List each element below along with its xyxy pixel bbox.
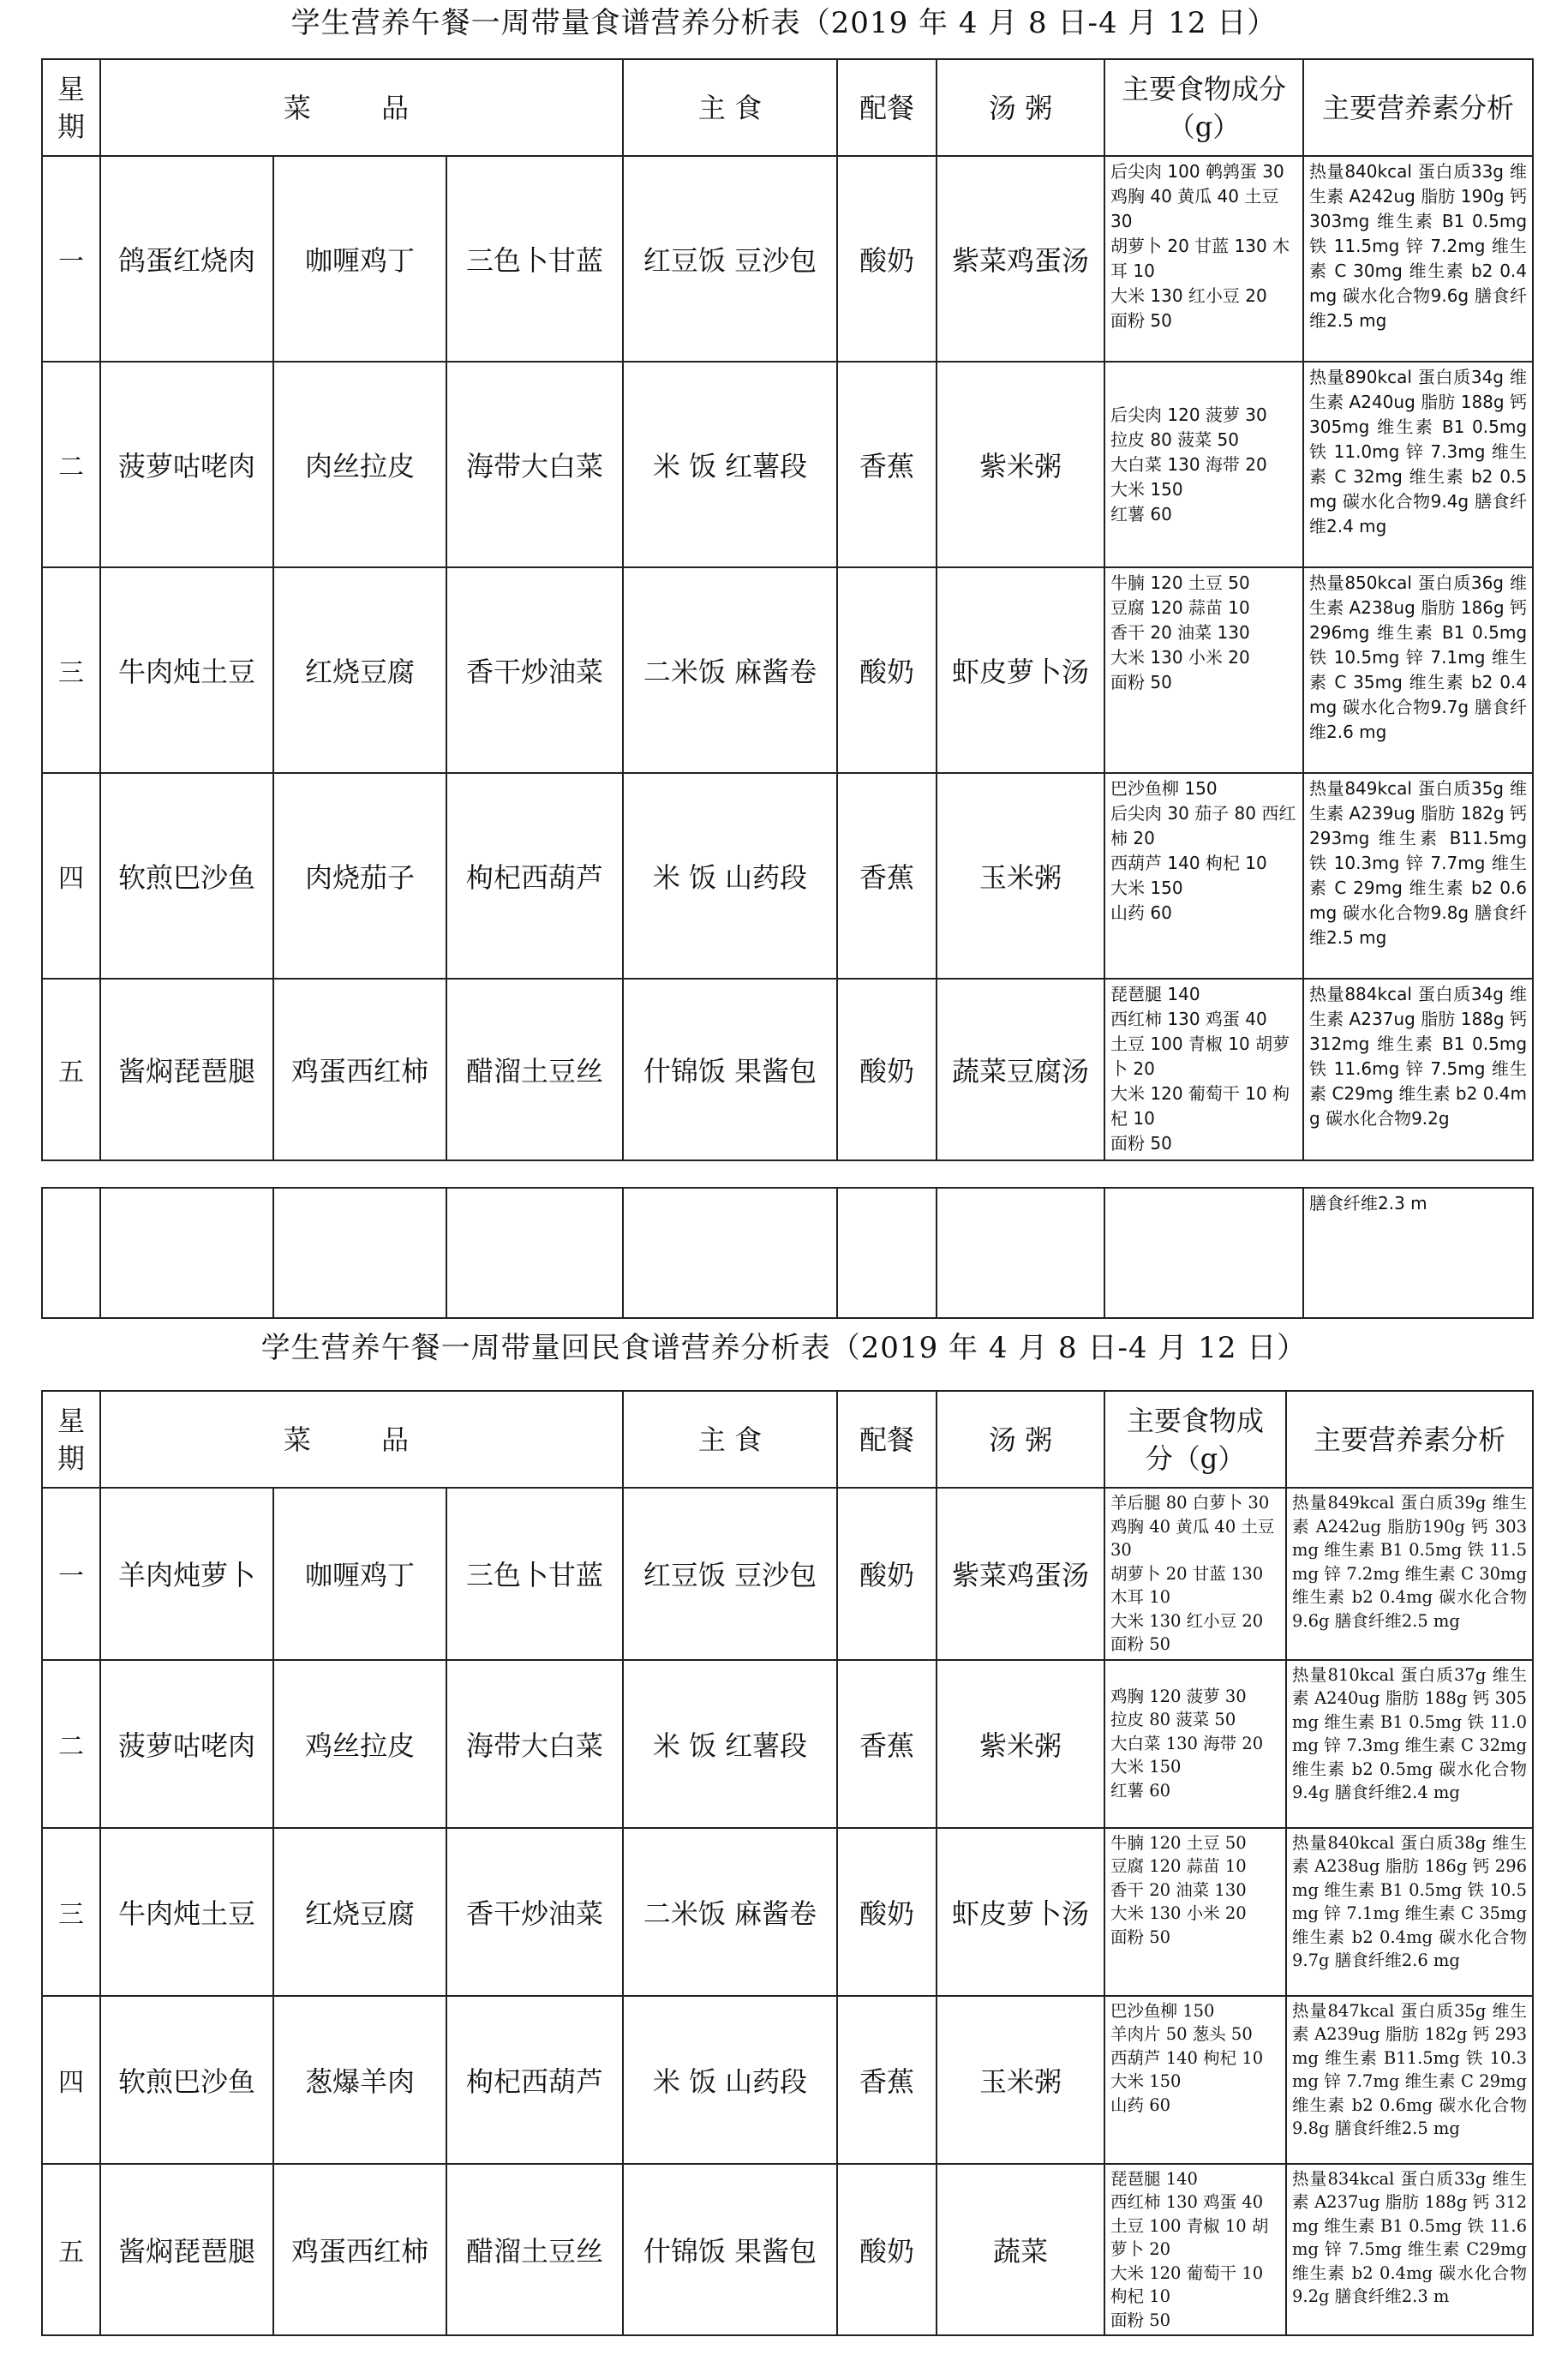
side-cell: 酸奶 [837,156,937,362]
dish-cell: 肉丝拉皮 [273,362,446,567]
nutrition-cell: 热量840kcal 蛋白质38g 维生素 A238ug 脂肪 186g 钙 296mg 维生素 B1 0.5mg 铁 10.5mg 锌 7.1mg 维生素 C 35mg 维生素 b2 0.4mg 碳水化合物9.7g 膳食纤维2.6 mg [1286,1828,1533,1996]
ingredients-cell: 牛腩 120 土豆 50 豆腐 120 蒜苗 10 香干 20 油菜 130 大米 130 小米 20 面粉 50 [1104,567,1303,773]
dish-cell: 香干炒油菜 [446,567,623,773]
ingredients-cell: 琵琶腿 140 西红柿 130 鸡蛋 40 土豆 100 青椒 10 胡萝卜 20 大米 120 葡萄干 10 枸杞 10 面粉 50 [1104,2164,1286,2336]
dish-cell: 肉烧茄子 [273,773,446,979]
nutrition-cell: 热量884kcal 蛋白质34g 维生素 A237ug 脂肪 188g 钙 312mg 维生素 B1 0.5mg 铁 11.6mg 锌 7.5mg 维生素 C29mg 维生素 b2 0.4mg 碳水化合物9.2g [1303,979,1533,1160]
day-cell: 五 [42,979,100,1160]
dish-cell: 香干炒油菜 [446,1828,623,1996]
soup-cell: 紫菜鸡蛋汤 [937,156,1104,362]
nutrition-cell: 热量849kcal 蛋白质39g 维生素 A242ug 脂肪190g 钙 303mg 维生素 B1 0.5mg 铁 11.5mg 锌 7.2mg 维生素 C 30mg 维生素 b2 0.4mg 碳水化合物9.6g 膳食纤维2.5 mg [1286,1488,1533,1660]
side-cell: 香蕉 [837,1660,937,1828]
empty-cell [273,1188,446,1318]
header-day: 星 期 [42,1391,100,1488]
soup-cell: 玉米粥 [937,773,1104,979]
dish-cell: 咖喱鸡丁 [273,156,446,362]
nutrition-cell: 热量834kcal 蛋白质33g 维生素 A237ug 脂肪 188g 钙 312mg 维生素 B1 0.5mg 铁 11.6mg 锌 7.5mg 维生素 C29mg 维生素 b2 0.4mg 碳水化合物9.2g 膳食纤维2.3 m [1286,2164,1533,2336]
header-side: 配餐 [837,1391,937,1488]
dish-cell: 鸡丝拉皮 [273,1660,446,1828]
staple-cell: 米 饭 红薯段 [623,362,837,567]
side-cell: 酸奶 [837,567,937,773]
header-staple: 主 食 [623,1391,837,1488]
dish-cell: 酱焖琵琶腿 [100,979,273,1160]
table-row [42,567,1533,773]
table-row [42,1996,1533,2164]
empty-cell [1104,1188,1303,1318]
dish-cell: 软煎巴沙鱼 [100,1996,273,2164]
ingredients-cell: 后尖肉 100 鹌鹑蛋 30 鸡胸 40 黄瓜 40 土豆 30 胡萝卜 20 甘蓝 130 木耳 10 大米 130 红小豆 20 面粉 50 [1104,156,1303,362]
staple-cell: 米 饭 山药段 [623,1996,837,2164]
day-cell: 一 [42,1488,100,1660]
table-row [42,1188,1533,1318]
empty-cell [446,1188,623,1318]
ingredients-cell: 琵琶腿 140 西红柿 130 鸡蛋 40 土豆 100 青椒 10 胡萝卜 20 大米 120 葡萄干 10 枸杞 10 面粉 50 [1104,979,1303,1160]
table-row [42,773,1533,979]
day-cell: 一 [42,156,100,362]
side-cell: 香蕉 [837,1996,937,2164]
ingredients-cell: 巴沙鱼柳 150 羊肉片 50 葱头 50 西葫芦 140 枸杞 10 大米 150 山药 60 [1104,1996,1286,2164]
dish-cell: 鸡蛋西红柿 [273,979,446,1160]
dish-cell: 醋溜土豆丝 [446,2164,623,2336]
day-cell: 四 [42,773,100,979]
soup-cell: 蔬菜 [937,2164,1104,2336]
table1-title: 学生营养午餐一周带量食谱营养分析表（2019 年 4 月 8 日-4 月 12 日） [290,6,1278,40]
dish-cell: 菠萝咕咾肉 [100,1660,273,1828]
menu-table-standard [41,58,1534,1161]
table-row [42,1828,1533,1996]
dish-cell: 软煎巴沙鱼 [100,773,273,979]
table-row [42,362,1533,567]
side-cell: 酸奶 [837,1828,937,1996]
soup-cell: 虾皮萝卜汤 [937,567,1104,773]
empty-cell [100,1188,273,1318]
side-cell: 香蕉 [837,362,937,567]
staple-cell: 二米饭 麻酱卷 [623,1828,837,1996]
staple-cell: 什锦饭 果酱包 [623,979,837,1160]
dish-cell: 菠萝咕咾肉 [100,362,273,567]
nutrition-cell: 热量890kcal 蛋白质34g 维生素 A240ug 脂肪 188g 钙 305mg 维生素 B1 0.5mg 铁 11.0mg 锌 7.3mg 维生素 C 32mg 维生素 b2 0.5mg 碳水化合物9.4g 膳食纤维2.4 mg [1303,362,1533,567]
ingredients-cell: 牛腩 120 土豆 50 豆腐 120 蒜苗 10 香干 20 油菜 130 大米 130 小米 20 面粉 50 [1104,1828,1286,1996]
empty-cell [837,1188,937,1318]
day-cell: 四 [42,1996,100,2164]
dish-cell: 海带大白菜 [446,362,623,567]
dish-cell: 醋溜土豆丝 [446,979,623,1160]
dish-cell: 羊肉炖萝卜 [100,1488,273,1660]
header-soup: 汤 粥 [937,1391,1104,1488]
side-cell: 酸奶 [837,979,937,1160]
soup-cell: 紫米粥 [937,362,1104,567]
day-cell: 三 [42,1828,100,1996]
nutrition-cell: 热量850kcal 蛋白质36g 维生素 A238ug 脂肪 186g 钙 296mg 维生素 B1 0.5mg 铁 10.5mg 锌 7.1mg 维生素 C 35mg 维生素 b2 0.4mg 碳水化合物9.7g 膳食纤维2.6 mg [1303,567,1533,773]
dish-cell: 鸡蛋西红柿 [273,2164,446,2336]
dish-cell: 葱爆羊肉 [273,1996,446,2164]
table-header-row [42,1391,1533,1488]
empty-cell [42,1188,100,1318]
header-nutrition: 主要营养素分析 [1303,59,1533,156]
dish-cell: 枸杞西葫芦 [446,1996,623,2164]
side-cell: 酸奶 [837,2164,937,2336]
header-nutrition: 主要营养素分析 [1286,1391,1533,1488]
nutrition-cell: 热量847kcal 蛋白质35g 维生素 A239ug 脂肪 182g 钙 293mg 维生素 B11.5mg 铁 10.3mg 锌 7.7mg 维生素 C 29mg 维生素 b2 0.6mg 碳水化合物9.8g 膳食纤维2.5 mg [1286,1996,1533,2164]
day-cell: 三 [42,567,100,773]
nutrition-cell: 热量849kcal 蛋白质35g 维生素 A239ug 脂肪 182g 钙 293mg 维生素 B11.5mg 铁 10.3mg 锌 7.7mg 维生素 C 29mg 维生素 b2 0.6mg 碳水化合物9.8g 膳食纤维2.5 mg [1303,773,1533,979]
header-ingredients: 主要食物成 分（g） [1104,1391,1286,1488]
soup-cell: 蔬菜豆腐汤 [937,979,1104,1160]
ingredients-cell: 鸡胸 120 菠萝 30 拉皮 80 菠菜 50 大白菜 130 海带 20 大米 150 红薯 60 [1104,1660,1286,1828]
dish-cell: 三色卜甘蓝 [446,1488,623,1660]
nutrition-cell: 热量840kcal 蛋白质33g 维生素 A242ug 脂肪 190g 钙 303mg 维生素 B1 0.5mg 铁 11.5mg 锌 7.2mg 维生素 C 30mg 维生素 b2 0.4mg 碳水化合物9.6g 膳食纤维2.5 mg [1303,156,1533,362]
soup-cell: 虾皮萝卜汤 [937,1828,1104,1996]
dish-cell: 红烧豆腐 [273,567,446,773]
dish-cell: 牛肉炖土豆 [100,1828,273,1996]
staple-cell: 红豆饭 豆沙包 [623,156,837,362]
staple-cell: 二米饭 麻酱卷 [623,567,837,773]
header-dishes: 菜 品 [100,1391,623,1488]
menu-table-continuation [41,1187,1534,1319]
table-header-row [42,59,1533,156]
staple-cell: 米 饭 红薯段 [623,1660,837,1828]
day-cell: 二 [42,1660,100,1828]
staple-cell: 米 饭 山药段 [623,773,837,979]
table-row [42,1660,1533,1828]
table-row [42,156,1533,362]
side-cell: 酸奶 [837,1488,937,1660]
staple-cell: 红豆饭 豆沙包 [623,1488,837,1660]
staple-cell: 什锦饭 果酱包 [623,2164,837,2336]
dish-cell: 海带大白菜 [446,1660,623,1828]
table2-title: 学生营养午餐一周带量回民食谱营养分析表（2019 年 4 月 8 日-4 月 12 日） [260,1331,1308,1365]
header-staple: 主 食 [623,59,837,156]
ingredients-cell: 后尖肉 120 菠萝 30 拉皮 80 菠菜 50 大白菜 130 海带 20 大米 150 红薯 60 [1104,362,1303,567]
ingredients-cell: 巴沙鱼柳 150 后尖肉 30 茄子 80 西红柿 20 西葫芦 140 枸杞 10 大米 150 山药 60 [1104,773,1303,979]
table-row [42,1488,1533,1660]
menu-table-hui [41,1390,1534,2336]
table-row [42,979,1533,1160]
ingredients-cell: 羊后腿 80 白萝卜 30 鸡胸 40 黄瓜 40 土豆 30 胡萝卜 20 甘蓝 130 木耳 10 大米 130 红小豆 20 面粉 50 [1104,1488,1286,1660]
dish-cell: 酱焖琵琶腿 [100,2164,273,2336]
header-side: 配餐 [837,59,937,156]
header-day: 星 期 [42,59,100,156]
dish-cell: 枸杞西葫芦 [446,773,623,979]
soup-cell: 紫菜鸡蛋汤 [937,1488,1104,1660]
dish-cell: 红烧豆腐 [273,1828,446,1996]
table-row [42,2164,1533,2336]
soup-cell: 紫米粥 [937,1660,1104,1828]
header-soup: 汤 粥 [937,59,1104,156]
dish-cell: 牛肉炖土豆 [100,567,273,773]
day-cell: 二 [42,362,100,567]
empty-cell [937,1188,1104,1318]
soup-cell: 玉米粥 [937,1996,1104,2164]
dish-cell: 三色卜甘蓝 [446,156,623,362]
nutrition-continuation: 膳食纤维2.3 m [1303,1188,1533,1318]
side-cell: 香蕉 [837,773,937,979]
empty-cell [623,1188,837,1318]
header-dishes: 菜 品 [100,59,623,156]
nutrition-cell: 热量810kcal 蛋白质37g 维生素 A240ug 脂肪 188g 钙 305mg 维生素 B1 0.5mg 铁 11.0mg 锌 7.3mg 维生素 C 32mg 维生素 b2 0.5mg 碳水化合物9.4g 膳食纤维2.4 mg [1286,1660,1533,1828]
header-ingredients: 主要食物成分 （g） [1104,59,1303,156]
day-cell: 五 [42,2164,100,2336]
dish-cell: 鸽蛋红烧肉 [100,156,273,362]
dish-cell: 咖喱鸡丁 [273,1488,446,1660]
